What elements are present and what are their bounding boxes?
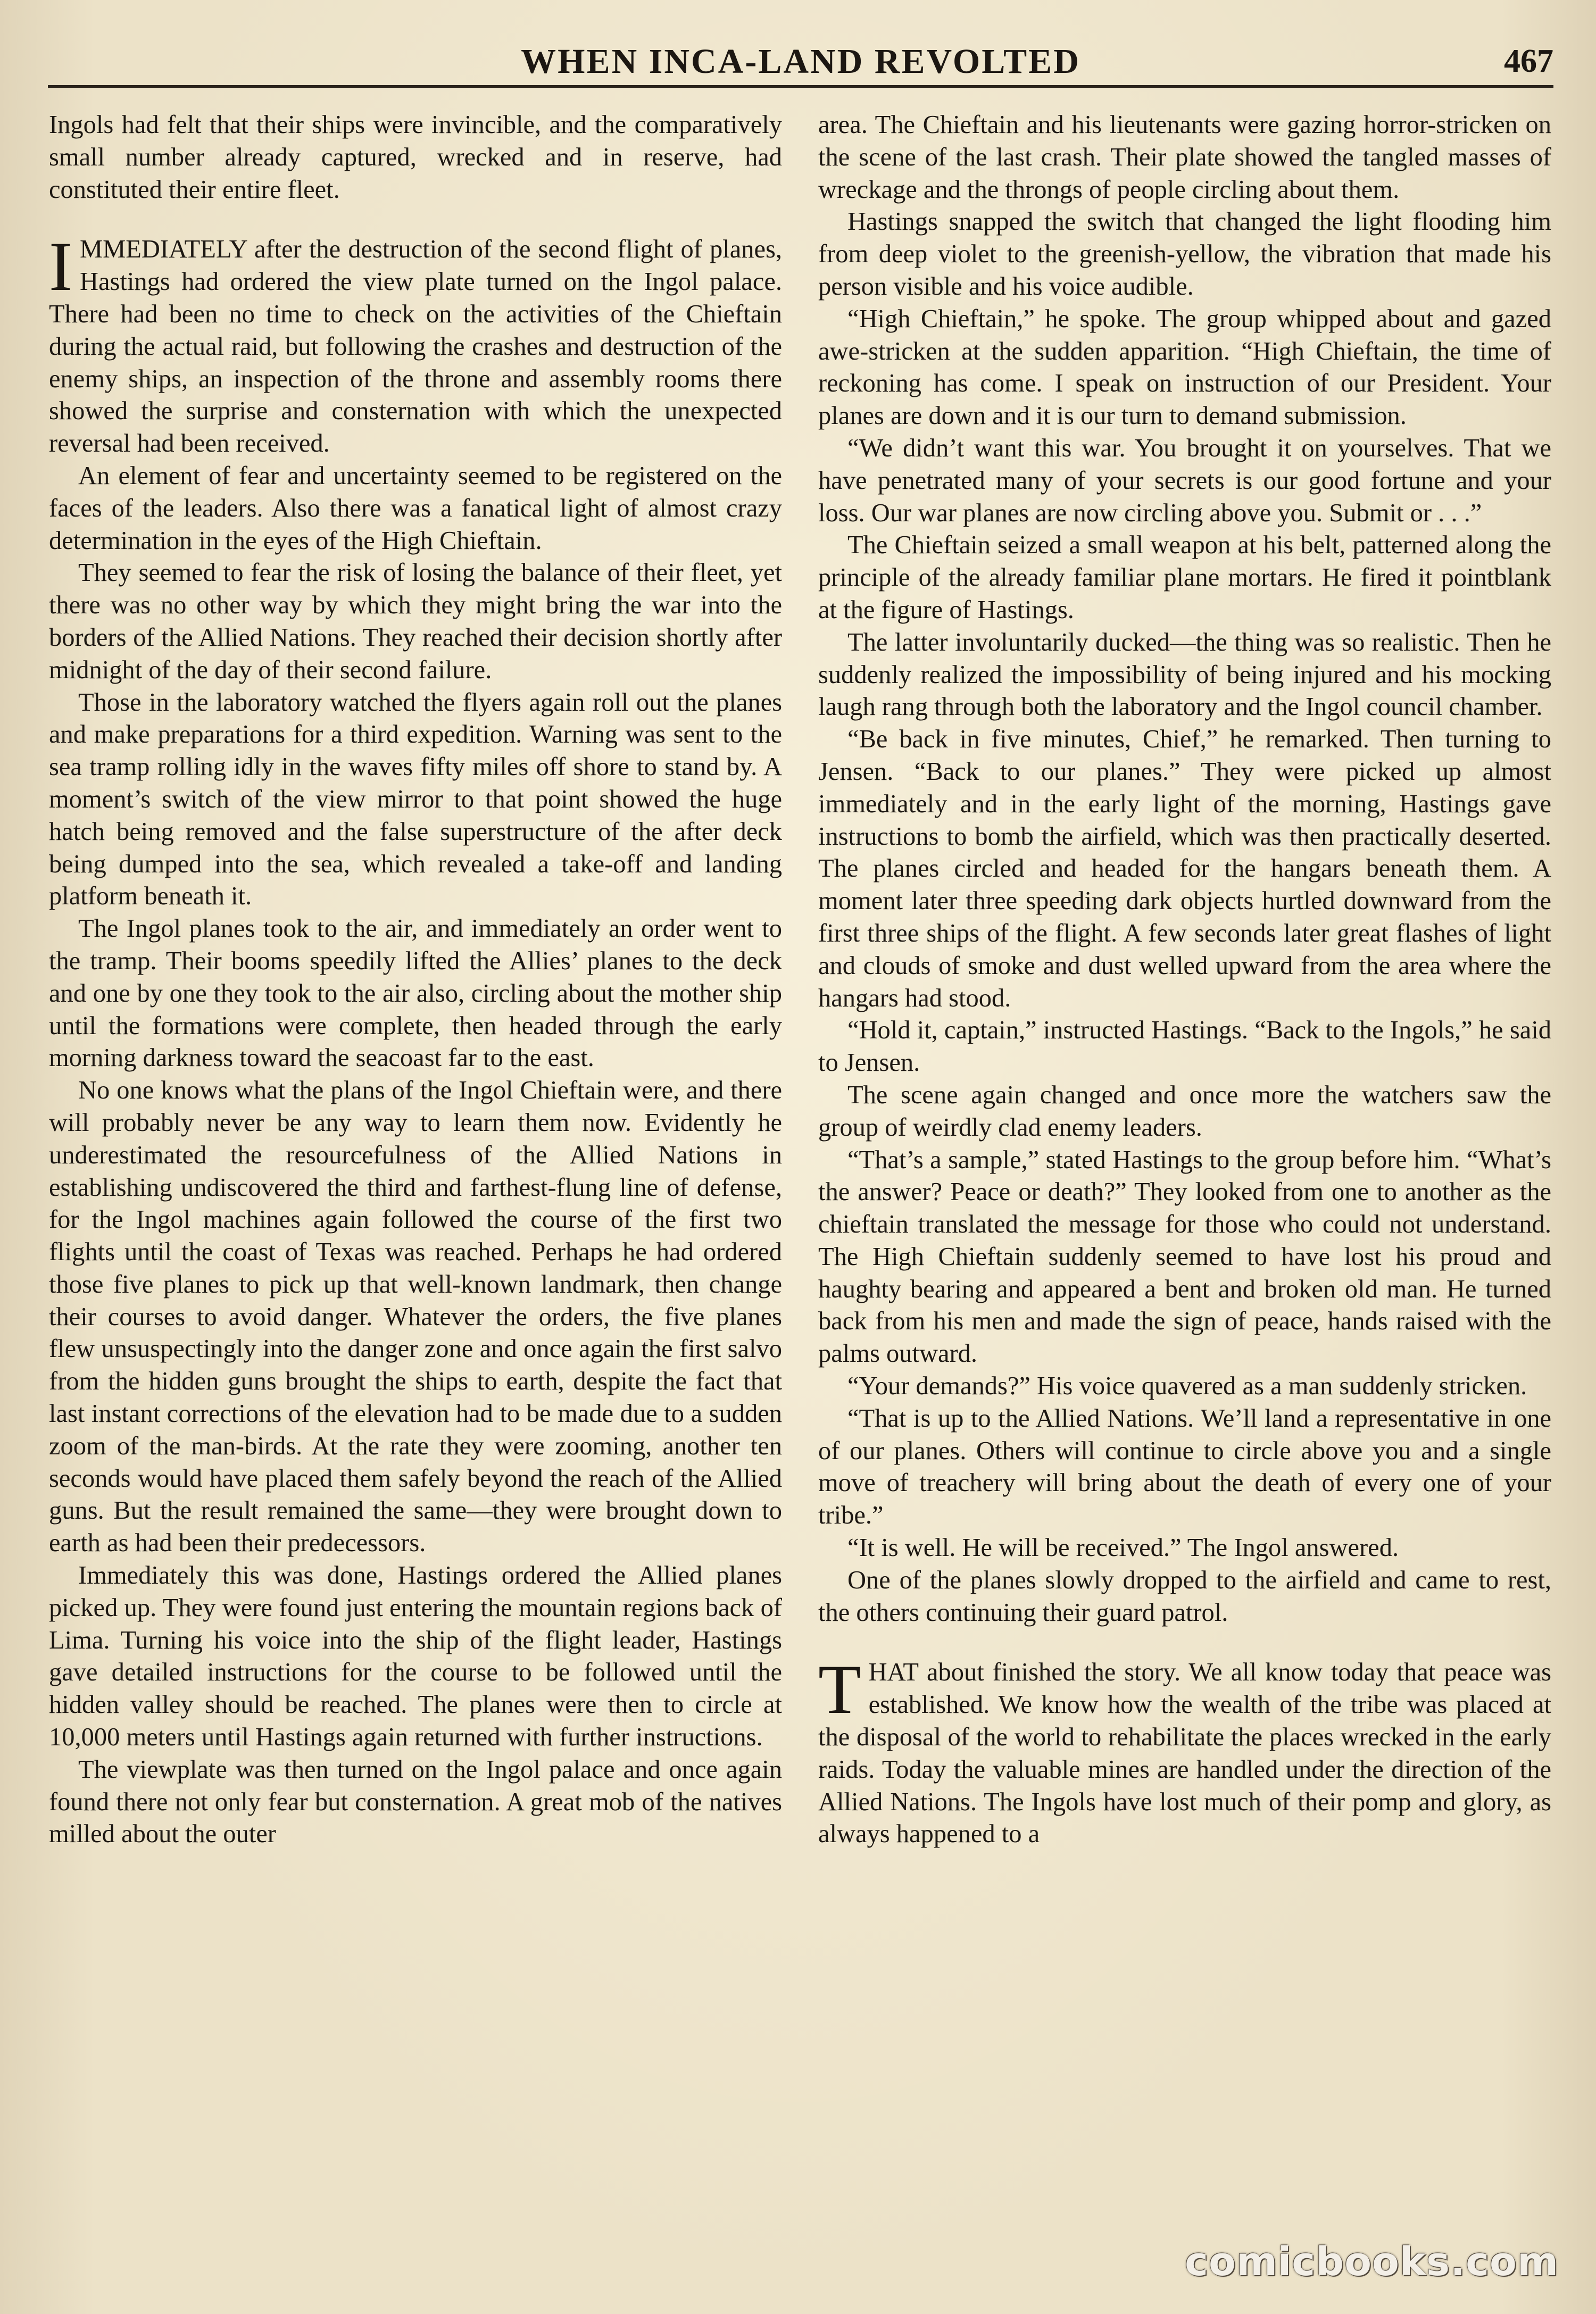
paragraph: The latter involuntarily ducked—the thing was so realistic. Then he suddenly realized the impossibility of being injured and his mocking laugh rang through both the laboratory and the Ingol council chamber.: [818, 628, 1551, 721]
paragraph: “It is well. He will be received.” The Ingol answered.: [847, 1534, 1399, 1562]
paragraph: “That’s a sample,” stated Hastings to the group before him. “What’s the answer? Peace or death?” They looked from one to another as the chieftain translated the message for those who could not understand. The High Chieftain suddenly seemed to have lost his proud and haughty bearing and appeared a bent and broken old man. He turned back from his men and made the sign of peace, hands raised with the palms outward.: [818, 1145, 1551, 1368]
paragraph-text: HAT about finished the story. We all know today that peace was established. We know how the wealth of the tribe was placed at the disposal of the world to rehabilitate the places wrecked in the early raids. Today the valuable mines are handled under the direction of the Allied Nations. The Ingols have lost much of their pomp and glory, as always happened to a: [818, 1658, 1551, 1849]
paragraph: area. The Chieftain and his lieutenants were gazing horror-stricken on the scene of the last crash. Their plate showed the tangled masses of wreckage and the throngs of people circling about them.: [818, 111, 1551, 204]
paragraph: “Be back in five minutes, Chief,” he remarked. Then turning to Jensen. “Back to our planes.” They were picked up almost immediately and in the early light of the morning, Hastings gave instructions to bomb the airfield, which was then practically deserted. The planes circled and headed for the hangars beneath them. A moment later three speeding dark objects hurtled downward from the first three ships of the flight. A few seconds later great flashes of light and clouds of smoke and dust welled upward from the area where the hangars had stood.: [818, 725, 1551, 1012]
site-watermark: comicbooks.com: [1185, 2239, 1559, 2285]
paragraph: Hastings snapped the switch that changed the light flooding him from deep violet to the greenish-yellow, the vibration that made his person visible and his voice audible.: [818, 207, 1551, 301]
paragraph: No one knows what the plans of the Ingol Chieftain were, and there will probably never be any way to learn them now. Evidently he underestimated the resourcefulness of the Allied Nations in establishing undiscovered the third and farthest-flung line of defense, for the Ingol machines again followed the course of the first two flights until the coast of Texas was reached. Perhaps he had ordered those five planes to pick up that well-known landmark, then change their courses to avoid danger. Whatever the orders, the five planes flew unsuspectingly into the danger zone and once again the first salvo from the hidden guns brought the ships to earth, despite the fact that last instant corrections of the elevation had to be made due to a sudden zoom of the man-birds. At the rate they were zooming, another ten seconds would have placed them safely beyond the reach of the Allied guns. But the result remained the same—they were brought down to earth as had been their predecessors.: [49, 1076, 782, 1558]
running-header: [48, 37, 1553, 88]
paragraph: “That is up to the Allied Nations. We’ll land a representative in one of our planes. Others will continue to circle above you and a single move of treachery will bring about the death of every one of your tribe.”: [818, 1404, 1551, 1530]
right-column: [818, 109, 1551, 2306]
paragraph: “Your demands?” His voice quavered as a man suddenly stricken.: [847, 1372, 1527, 1401]
paragraph: Those in the laboratory watched the flyers again roll out the planes and make preparations for a third expedition. Warning was sent to the sea tramp rolling idly in the waves fifty miles off shore to stand by. A moment’s switch of the view mirror to that point showed the huge hatch being removed and the false superstructure of the after deck being dumped into the sea, which revealed a take-off and landing platform beneath it.: [49, 688, 782, 911]
drop-cap: I: [49, 227, 72, 306]
paragraph: The scene again changed and once more the watchers saw the group of weirdly clad enemy leaders.: [818, 1080, 1551, 1142]
paragraph: An element of fear and uncertainty seemed to be registered on the faces of the leaders. Also there was a fanatical light of almost crazy determination in the eyes of the High Chieftain.: [49, 461, 782, 555]
page-number: 467: [1504, 43, 1553, 79]
paragraph: They seemed to fear the risk of losing the balance of their fleet, yet there was no other way by which they might bring the war into the borders of the Allied Nations. They reached their decision shortly after midnight of the day of their second failure.: [49, 559, 782, 684]
paragraph: Immediately this was done, Hastings ordered the Allied planes picked up. They were found just entering the mountain regions back of Lima. Turning his voice into the ship of the flight leader, Hastings gave detailed instructions for the course to be followed until the hidden valley should be reached. The planes were then to circle at 10,000 meters until Hastings again returned with further instructions.: [49, 1561, 782, 1752]
paragraph: The Ingol planes took to the air, and immediately an order went to the tramp. Their booms speedily lifted the Allies’ planes to the deck and one by one they took to the air also, circling about the mother ship until the formations were complete, then headed through the early morning darkness toward the seacoast far to the east.: [49, 914, 782, 1072]
running-title: WHEN INCA-LAND REVOLTED: [521, 42, 1080, 81]
paragraph: The viewplate was then turned on the Ingol palace and once again found there not only fear but consternation. A great mob of the natives milled about the outer: [49, 1755, 782, 1849]
left-column: [49, 109, 782, 2306]
paragraph: The Chieftain seized a small weapon at his belt, patterned along the principle of the already familiar plane mortars. He fired it pointblank at the figure of Hastings.: [818, 531, 1551, 624]
section-opening-paragraph: [49, 227, 782, 460]
paragraph: Ingols had felt that their ships were invincible, and the comparatively small number already captured, wrecked and in reserve, had constituted their entire fleet.: [49, 111, 782, 204]
paragraph: One of the planes slowly dropped to the airfield and came to rest, the others continuing their guard patrol.: [818, 1566, 1551, 1627]
drop-cap: T: [818, 1650, 861, 1729]
paragraph: “High Chieftain,” he spoke. The group whipped about and gazed awe-stricken at the sudden apparition. “High Chieftain, the time of reckoning has come. I speak on instruction of our President. Your planes are down and it is our turn to demand submission.: [818, 304, 1551, 430]
paragraph: “We didn’t want this war. You brought it on yourselves. That we have penetrated many of your secrets is our good fortune and your loss. Our war planes are now circling above you. Submit or . . .”: [818, 434, 1551, 527]
section-opening-paragraph: [818, 1650, 1551, 1851]
paragraph: “Hold it, captain,” instructed Hastings. “Back to the Ingols,” he said to Jensen.: [818, 1016, 1551, 1077]
paragraph-text: MMEDIATELY after the destruction of the second flight of planes, Hastings had ordered the view plate turned on the Ingol palace. There had been no time to check on the activities of the Chieftain during the actual raid, but following the crashes and destruction of the enemy ships, an inspection of the throne and assembly rooms there showed the surprise and consternation with which the unexpected reversal had been received.: [49, 235, 782, 458]
